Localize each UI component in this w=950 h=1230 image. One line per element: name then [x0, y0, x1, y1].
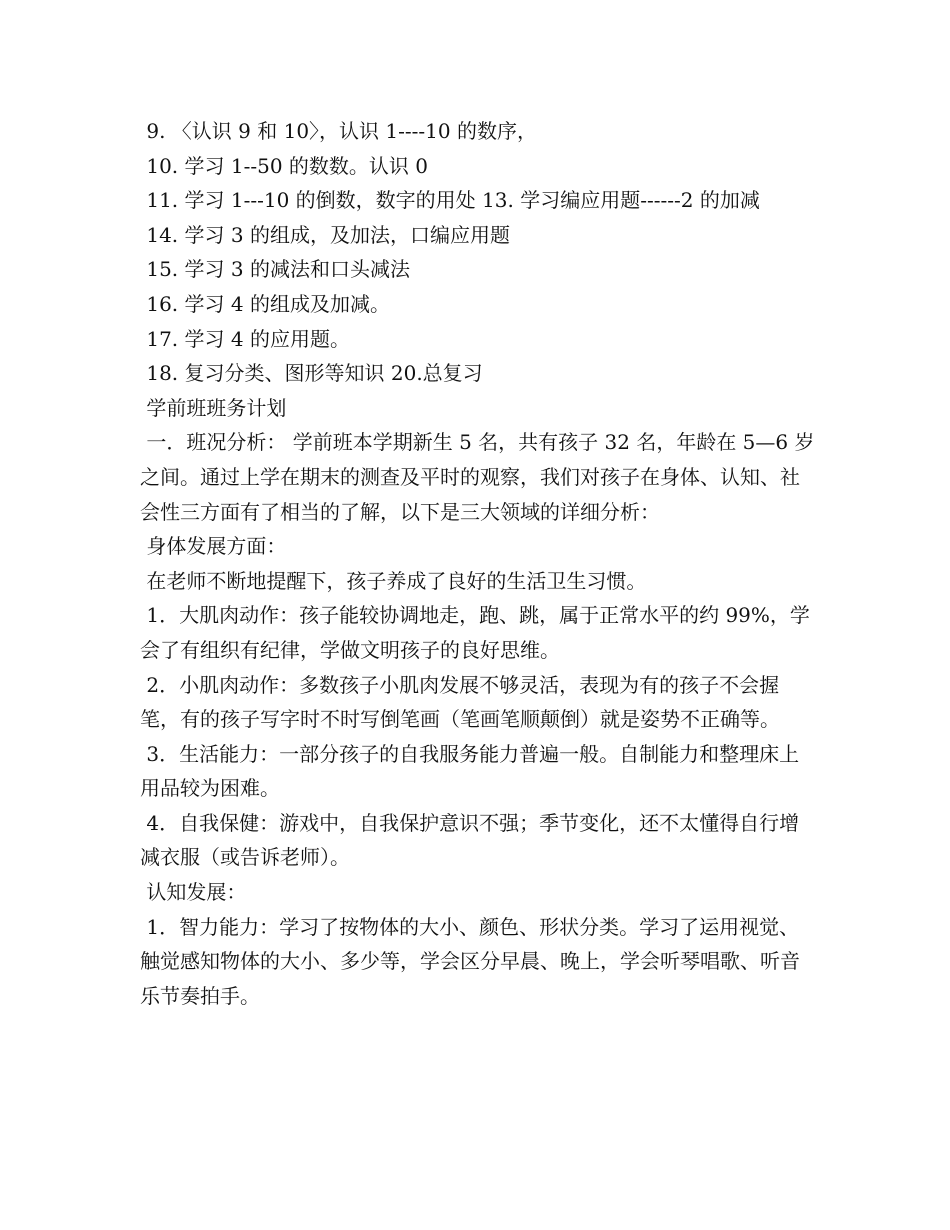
paragraph: 2．小肌肉动作：多数孩子小肌肉发展不够灵活，表现为有的孩子不会握笔，有的孩子写字时不时写倒笔画（笔画笔顺颠倒）就是姿势不正确等。	[140, 672, 780, 732]
paragraph: 4．自我保健：游戏中，自我保护意识不强；季节变化，还不太懂得自行增减衣服（或告诉老师）。	[140, 810, 800, 870]
text-line: 9. 〈认识 9 和 10〉，认识 1----10 的数序，	[140, 119, 537, 143]
subheading: 身体发展方面：	[140, 534, 287, 559]
text-line: 10. 学习 1--50 的数数。认识 0	[140, 153, 429, 178]
paragraph: 一．班况分析： 学前班本学期新生 5 名，共有孩子 32 名，年龄在 5—6 岁之间。通过上学在期末的测查及平时的观察，我们对孩子在身体、认知、社会性三方面有了相当的了解，以下是三大领域的详细分析：	[140, 430, 815, 524]
text-line: 14. 学习 3 的组成，及加法，口编应用题	[140, 222, 510, 247]
text-line: 15. 学习 3 的减法和口头减法	[140, 257, 410, 282]
text-line: 18. 复习分类、图形等知识 20.总复习	[140, 361, 483, 386]
paragraph: 3．生活能力：一部分孩子的自我服务能力普遍一般。自制能力和整理床上用品较为困难。	[140, 741, 800, 801]
document-page	[140, 114, 815, 1013]
text-line: 16. 学习 4 的组成及加减。	[140, 291, 390, 316]
section-title: 学前班班务计划	[140, 395, 287, 420]
paragraph: 1．智力能力：学习了按物体的大小、颜色、形状分类。学习了运用视觉、触觉感知物体的大小、多少等，学会区分早晨、晚上，学会听琴唱歌、听音乐节奏拍手。	[140, 914, 800, 1008]
paragraph: 在老师不断地提醒下，孩子养成了良好的生活卫生习惯。	[140, 568, 647, 593]
text-line: 11. 学习 1---10 的倒数，数字的用处 13. 学习编应用题------2 的加减	[140, 188, 760, 213]
subheading: 认知发展：	[140, 880, 247, 905]
text-line: 17. 学习 4 的应用题。	[140, 326, 350, 351]
paragraph: 1．大肌肉动作：孩子能较协调地走，跑、跳，属于正常水平的约 99%，学会了有组织有纪律，学做文明孩子的良好思维。	[140, 603, 810, 662]
